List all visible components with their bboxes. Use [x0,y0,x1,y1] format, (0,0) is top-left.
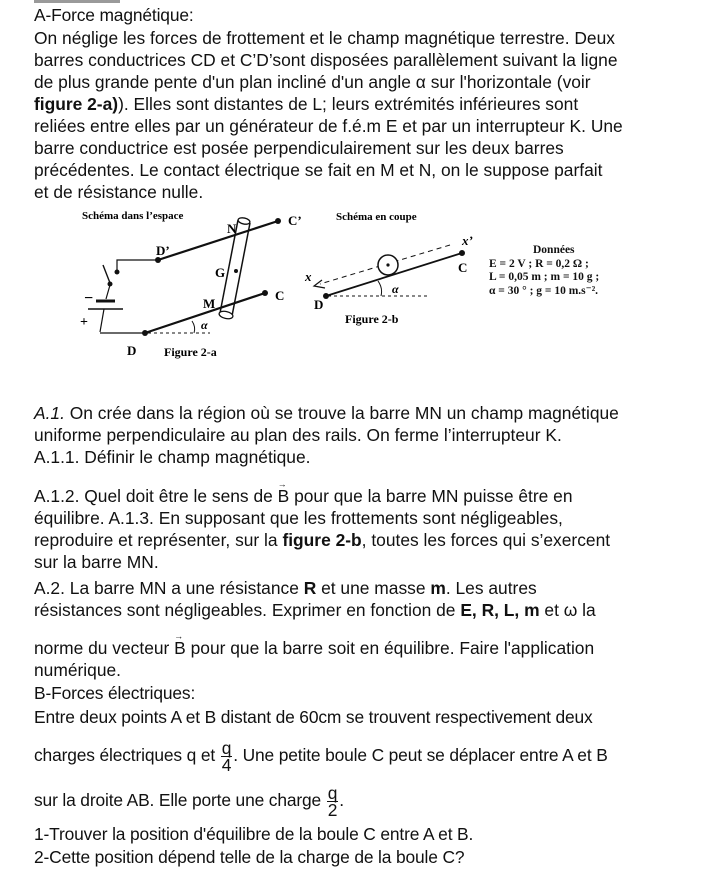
top-scroll-indicator [34,0,120,3]
label-C: C [275,288,285,303]
vector-b: → B [174,637,186,659]
figure-2b-caption: Figure 2-b [345,312,399,326]
battery-plus-label: + [80,315,88,330]
label-M: M [203,296,216,311]
label-x-prime: x’ [462,233,473,248]
fraction-q-over-2: $\frac{q}{2}$ [327,783,338,820]
section-b-line2: charges électriques q et $\frac{q}{4}$ . Une petite boule C peut se déplacer entre A et B [34,738,608,775]
section-b-line3: sur la droite AB. Elle porte une charge $\frac{q}{2}$ . [34,783,344,820]
question-label: A.1.2. [34,486,80,506]
battery-minus-label: − [84,290,94,307]
question-label: A.2. [34,578,65,598]
section-a-intro [34,27,694,203]
donnees-line: L = 0,05 m ; m = 10 g ; [489,271,600,283]
label-alpha: α [201,318,208,332]
question-label: A.1.3. [108,508,154,528]
intro-line: On néglige les forces de frottement et le champ magnétique terrestre. Deux [34,28,615,48]
section-b-line1: Entre deux points A et B distant de 60cm se trouvent respectivement deux [34,707,593,727]
intro-line: barres conductrices CD et C’D’sont disposées parallèlement suivant la ligne [34,50,618,70]
intro-line: reliées entre elles par un générateur de f.é.m E et par un interrupteur K. Une [34,116,623,136]
figure-ref: figure 2-a) [34,94,119,114]
vector-b: → B [278,485,290,507]
label-alpha: α [392,282,399,296]
intro-line: figure 2-a)). Elles sont distantes de L; leurs extrémités inférieures sont [34,94,579,114]
intro-line: de plus grande pente d'un plan incliné d'un angle α sur l'horizontale (voir [34,72,591,92]
section-b-question-2: 2-Cette position dépend telle de la charge de la boule C? [34,847,465,867]
question-a2-cont: norme du vecteur → B pour que la barre soit en équilibre. Faire l'application numérique. [34,637,694,681]
label-D: D [127,343,137,358]
figure-2a-diagram [60,205,310,365]
question-a12-a13: A.1.2. Quel doit être le sens de → B pour que la barre MN puisse être en équilibre. A.1.3. En supposant que les frottements sont négligeables, reproduire et représenter, sur la figure 2-b, toutes les forces qui s’exercent sur la barre MN. [34,485,694,573]
section-b-title: B-Forces électriques: [34,683,196,703]
donnees-line: E = 2 V ; R = 0,2 Ω ; [489,257,589,270]
section-b-question-1: 1-Trouver la position d'équilibre de la boule C entre A et B. [34,824,474,844]
label-D: D [314,297,324,312]
intro-line: et de résistance nulle. [34,182,204,202]
donnees-box [489,244,599,298]
label-C-prime: C’ [288,213,302,228]
figure-2a-title: Schéma dans l’espace [82,210,184,222]
question-a2: A.2. La barre MN a une résistance R et une masse m. Les autres résistances sont négligeables. Exprimer en fonction de E, R, L, m et ω la [34,578,596,620]
figure-2b-title: Schéma en coupe [336,211,417,223]
donnees-title: Données [533,244,575,256]
label-x: x [305,269,312,284]
figure-2a-caption: Figure 2-a [164,345,217,359]
intro-line: précédentes. Le contact électrique se fait en M et N, on le suppose parfait [34,160,603,180]
label-D-prime: D’ [156,243,170,258]
omega-symbol: ω [563,600,578,620]
figure-ref: figure 2-b [282,530,362,550]
label-C: C [458,260,468,275]
intro-line: barre conductrice est posée perpendiculairement sur les deux barres [34,138,564,158]
label-G: G [215,265,226,280]
label-N: N [227,221,237,236]
fraction-q-over-4: $\frac{q}{4}$ [221,738,232,775]
figure-2b-diagram [300,205,490,335]
question-label: A.1.1. [34,447,80,467]
question-label: A.1. [34,403,65,423]
donnees-line: α = 30 ° ; g = 10 m.s⁻². [489,284,599,297]
section-a-title: A-Force magnétique: [34,5,194,25]
question-a1: A.1. On crée dans la région où se trouve la barre MN un champ magnétique uniforme perpendiculaire au plan des rails. On ferme l’interrupteur K. A.1.1. Définir le champ magnétique. [34,403,619,467]
